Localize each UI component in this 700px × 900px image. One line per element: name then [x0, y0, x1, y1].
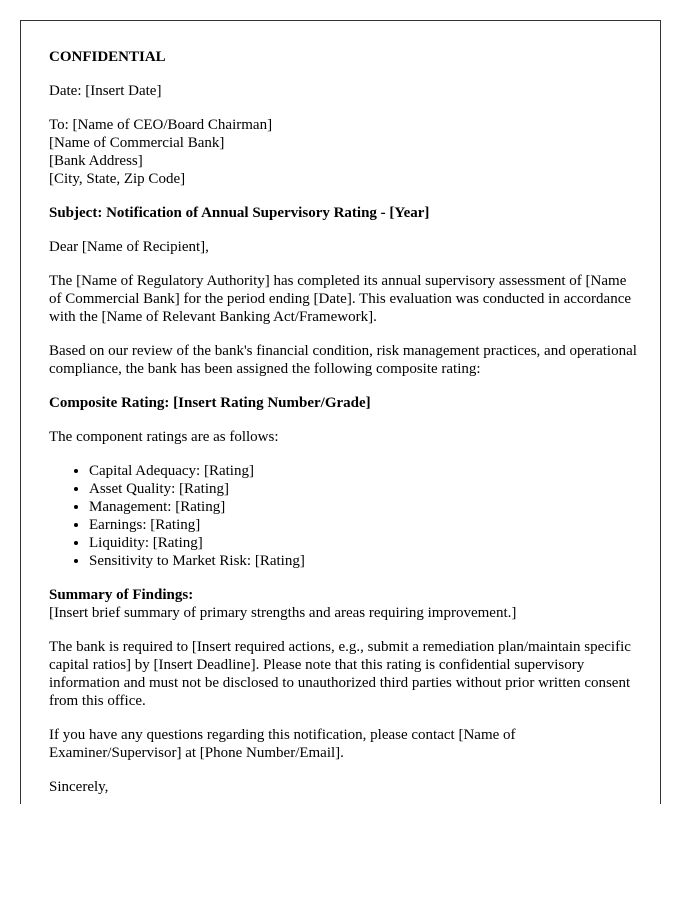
date-line: Date: [Insert Date] — [49, 83, 162, 99]
summary-heading: Summary of Findings: — [49, 587, 194, 603]
contact-paragraph: If you have any questions regarding this notification, please contact [Name of Examiner/Supervisor] at [Phone Number/Email]. — [49, 727, 516, 761]
address-line: [City, State, Zip Code] — [49, 171, 186, 187]
component-ratings-list — [49, 462, 660, 570]
subject-line: Subject: Notification of Annual Supervisory Rating - [Year] — [49, 205, 430, 221]
letter-page — [20, 20, 661, 804]
address-line: To: [Name of CEO/Board Chairman] — [49, 117, 273, 133]
intro-paragraph: The [Name of Regulatory Authority] has completed its annual supervisory assessment of [Name of Commercial Bank] for the period ending [Date]. This evaluation was conducted in accordance with the [Name of Relevant Banking Act/Framework]. — [49, 273, 632, 325]
recipient-address — [49, 116, 639, 188]
composite-rating: Composite Rating: [Insert Rating Number/Grade] — [49, 395, 371, 411]
salutation: Dear [Name of Recipient], — [49, 239, 209, 255]
requirements-paragraph: The bank is required to [Insert required actions, e.g., submit a remediation plan/maintain specific capital ratios] by [Insert Deadline]. Please note that this rating is confidential supervisory information and must not be disclosed to unauthorized third parties without prior written consent from this office. — [49, 639, 631, 709]
list-item: • Capital Adequacy: [Rating] — [89, 462, 660, 480]
list-item: • Management: [Rating] — [89, 498, 660, 516]
address-line: [Name of Commercial Bank] — [49, 135, 225, 151]
summary-text: [Insert brief summary of primary strengths and areas requiring improvement.] — [49, 605, 517, 621]
list-item: • Earnings: [Rating] — [89, 516, 660, 534]
closing: Sincerely, — [49, 779, 109, 795]
list-item: • Sensitivity to Market Risk: [Rating] — [89, 552, 660, 570]
confidential-header: CONFIDENTIAL — [49, 49, 166, 65]
summary-section — [49, 586, 639, 622]
address-line: [Bank Address] — [49, 153, 143, 169]
list-item: • Liquidity: [Rating] — [89, 534, 660, 552]
review-paragraph: Based on our review of the bank's financial condition, risk management practices, and operational compliance, the bank has been assigned the following composite rating: — [49, 343, 637, 377]
components-intro: The component ratings are as follows: — [49, 429, 279, 445]
list-item: • Asset Quality: [Rating] — [89, 480, 660, 498]
